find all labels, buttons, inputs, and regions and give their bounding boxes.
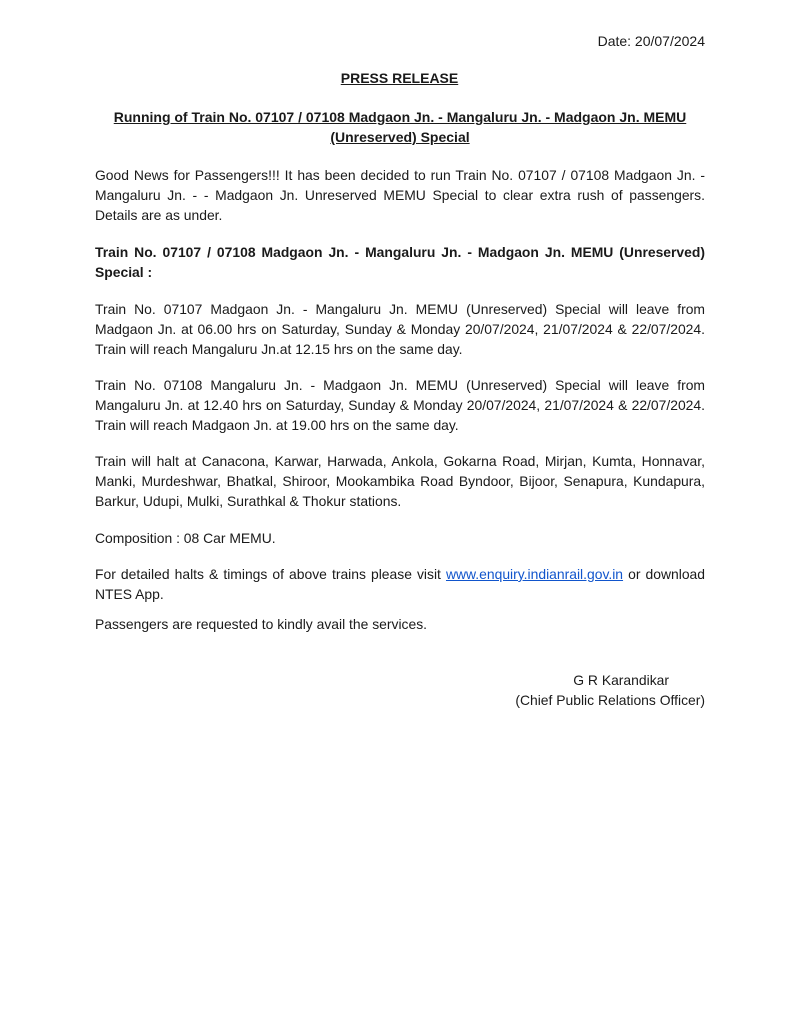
details-text-before: For detailed halts & timings of above trains please visit [95,566,441,582]
halts-paragraph: Train will halt at Canacona, Karwar, Harwada, Ankola, Gokarna Road, Mirjan, Kumta, Honnavar, Manki, Murdeshwar, Bhatkal, Shiroor, Mookambika Road Byndoor, Bijoor, Senapura, Kundapura, Barkur, Udupi, Mulki, Surathkal & Thokur stations. [95,453,705,509]
train-07108-paragraph: Train No. 07108 Mangaluru Jn. - Madgaon Jn. MEMU (Unreserved) Special will leave from Mangaluru Jn. at 12.40 hrs on Saturday, Sunday & Monday 20/07/2024, 21/07/2024 & 22/07/2024. Train will reach Madgaon Jn. at 19.00 hrs on the same day. [95,377,705,433]
details-paragraph [95,564,705,604]
train-07107-paragraph: Train No. 07107 Madgaon Jn. - Mangaluru Jn. MEMU (Unreserved) Special will leave from Madgaon Jn. at 06.00 hrs on Saturday, Sunday & Monday 20/07/2024, 21/07/2024 & 22/07/2024. Train will reach Mangaluru Jn.at 12.15 hrs on the same day. [95,301,705,357]
composition-text: Composition : 08 Car MEMU. [95,530,276,546]
release-date: Date: 20/07/2024 [597,33,705,49]
signatory-name: G R Karandikar [573,672,669,688]
intro-paragraph: Good News for Passengers!!! It has been decided to run Train No. 07107 / 07108 Madgaon Jn. - Mangaluru Jn. - - Madgaon Jn. Unreserved MEMU Special to clear extra rush of passengers. Details are as under. [95,167,705,223]
details-text-after: or download NTES App. [95,566,705,602]
release-subject: Running of Train No. 07107 / 07108 Madgaon Jn. - Mangaluru Jn. - Madgaon Jn. MEMU (Unreserved) Special [113,109,687,145]
closing-paragraph: Passengers are requested to kindly avail the services. [95,616,428,632]
signatory-title: (Chief Public Relations Officer) [515,692,705,708]
enquiry-website-link[interactable]: www.enquiry.indianrail.gov.in [445,566,624,582]
section-title: Train No. 07107 / 07108 Madgaon Jn. - Mangaluru Jn. - Madgaon Jn. MEMU (Unreserved) Special : [95,244,705,280]
page-title: PRESS RELEASE [340,70,459,86]
